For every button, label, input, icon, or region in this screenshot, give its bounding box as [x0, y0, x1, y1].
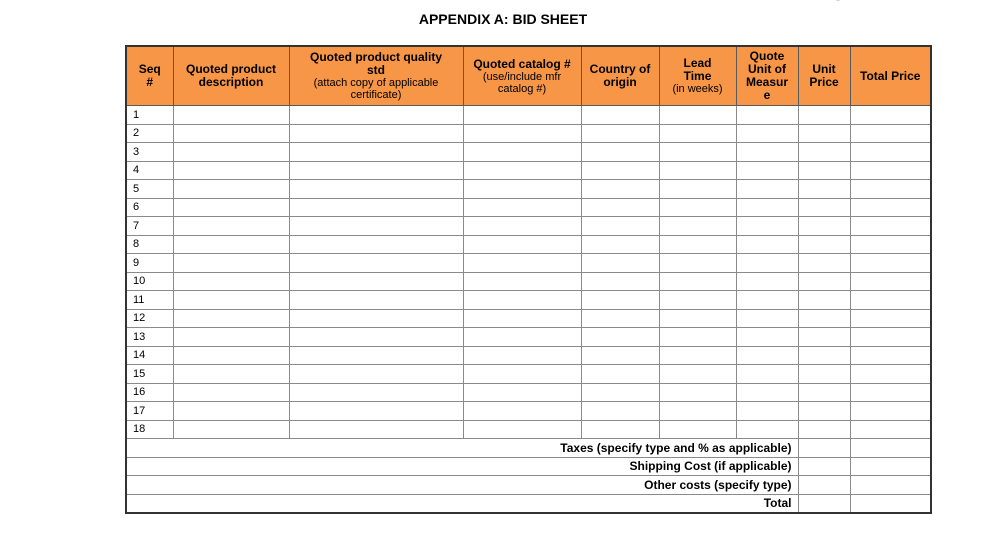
- cost-label: Shipping Cost (if applicable): [126, 457, 798, 476]
- page-title: APPENDIX A: BID SHEET: [418, 11, 588, 27]
- cost-row: [126, 476, 931, 495]
- header-text-line: (in weeks): [672, 83, 723, 95]
- cost-label: Taxes (specify type and % as applicable): [126, 439, 798, 458]
- entry-cell[interactable]: [659, 291, 736, 310]
- cost-unit-price-cell[interactable]: [798, 439, 850, 458]
- entry-cell[interactable]: [289, 365, 463, 384]
- entry-cell[interactable]: [736, 402, 798, 421]
- entry-cell[interactable]: [798, 420, 850, 439]
- table-row: [126, 124, 931, 143]
- entry-cell[interactable]: [798, 143, 850, 162]
- entry-cell[interactable]: [850, 346, 931, 365]
- entry-cell[interactable]: [850, 328, 931, 347]
- row-seq-number: 10: [126, 272, 173, 291]
- row-seq-number: 5: [126, 180, 173, 199]
- entry-cell[interactable]: [173, 365, 289, 384]
- decorative-mark: [818, 0, 858, 6]
- entry-cell[interactable]: [798, 402, 850, 421]
- table-row: [126, 235, 931, 254]
- entry-cell[interactable]: [798, 309, 850, 328]
- cost-label: Other costs (specify type): [126, 476, 798, 495]
- entry-cell[interactable]: [581, 309, 659, 328]
- cost-label: Total: [126, 494, 798, 513]
- header-text-line: Quoted product: [186, 62, 276, 76]
- entry-cell[interactable]: [581, 346, 659, 365]
- header-text-line: Quoted product quality: [310, 50, 442, 64]
- entry-cell[interactable]: [289, 217, 463, 236]
- entry-cell[interactable]: [289, 180, 463, 199]
- entry-cell[interactable]: [289, 309, 463, 328]
- entry-cell[interactable]: [463, 217, 581, 236]
- entry-cell[interactable]: [798, 346, 850, 365]
- entry-cell[interactable]: [736, 254, 798, 273]
- entry-cell[interactable]: [850, 198, 931, 217]
- table-row: [126, 180, 931, 199]
- table-row: [126, 420, 931, 439]
- col-header-unit-of-measure: [736, 46, 798, 106]
- entry-cell[interactable]: [173, 143, 289, 162]
- entry-cell[interactable]: [581, 235, 659, 254]
- entry-cell[interactable]: [659, 161, 736, 180]
- entry-cell[interactable]: [173, 346, 289, 365]
- header-text-line: Total Price: [860, 68, 921, 83]
- table-row: [126, 198, 931, 217]
- entry-cell[interactable]: [798, 106, 850, 125]
- entry-cell[interactable]: [463, 198, 581, 217]
- entry-cell[interactable]: [581, 124, 659, 143]
- entry-cell[interactable]: [659, 143, 736, 162]
- entry-cell[interactable]: [289, 254, 463, 273]
- table-row: [126, 383, 931, 402]
- header-text-line: std: [367, 63, 385, 77]
- entry-cell[interactable]: [173, 235, 289, 254]
- entry-cell[interactable]: [736, 328, 798, 347]
- entry-cell[interactable]: [850, 217, 931, 236]
- entry-cell[interactable]: [581, 143, 659, 162]
- table-row: [126, 365, 931, 384]
- row-seq-number: 4: [126, 161, 173, 180]
- cost-total-cell[interactable]: [850, 457, 931, 476]
- entry-cell[interactable]: [659, 402, 736, 421]
- entry-cell[interactable]: [736, 106, 798, 125]
- entry-cell[interactable]: [736, 291, 798, 310]
- entry-cell[interactable]: [173, 291, 289, 310]
- entry-cell[interactable]: [659, 254, 736, 273]
- row-seq-number: 11: [126, 291, 173, 310]
- entry-cell[interactable]: [463, 272, 581, 291]
- table-row: [126, 254, 931, 273]
- entry-cell[interactable]: [289, 161, 463, 180]
- entry-cell[interactable]: [581, 365, 659, 384]
- cost-unit-price-cell[interactable]: [798, 457, 850, 476]
- cost-total-cell[interactable]: [850, 476, 931, 495]
- entry-cell[interactable]: [659, 106, 736, 125]
- header-text-line: Unit of: [748, 62, 786, 76]
- header-text-line: Unit: [812, 62, 836, 76]
- entry-cell[interactable]: [173, 309, 289, 328]
- entry-cell[interactable]: [581, 383, 659, 402]
- entry-cell[interactable]: [659, 420, 736, 439]
- entry-cell[interactable]: [463, 291, 581, 310]
- entry-cell[interactable]: [289, 420, 463, 439]
- col-header-seq: [126, 46, 173, 106]
- entry-cell[interactable]: [798, 272, 850, 291]
- entry-cell[interactable]: [289, 383, 463, 402]
- entry-cell[interactable]: [798, 180, 850, 199]
- col-header-unit-price: [798, 46, 850, 106]
- header-text-line: Seq: [138, 62, 161, 76]
- entry-cell[interactable]: [289, 272, 463, 291]
- cost-total-cell[interactable]: [850, 494, 931, 513]
- entry-cell[interactable]: [581, 402, 659, 421]
- row-seq-number: 13: [126, 328, 173, 347]
- row-seq-number: 14: [126, 346, 173, 365]
- entry-cell[interactable]: [659, 365, 736, 384]
- row-seq-number: 6: [126, 198, 173, 217]
- row-seq-number: 9: [126, 254, 173, 273]
- entry-cell[interactable]: [659, 328, 736, 347]
- entry-cell[interactable]: [581, 420, 659, 439]
- table-row: [126, 272, 931, 291]
- header-text-line: catalog #): [497, 82, 547, 95]
- entry-cell[interactable]: [659, 383, 736, 402]
- entry-cell[interactable]: [289, 346, 463, 365]
- entry-cell[interactable]: [463, 106, 581, 125]
- entry-cell[interactable]: [173, 254, 289, 273]
- entry-cell[interactable]: [798, 254, 850, 273]
- entry-cell[interactable]: [581, 217, 659, 236]
- row-seq-number: 12: [126, 309, 173, 328]
- entry-cell[interactable]: [581, 254, 659, 273]
- entry-cell[interactable]: [463, 309, 581, 328]
- row-seq-number: 18: [126, 420, 173, 439]
- entry-cell[interactable]: [463, 346, 581, 365]
- entry-cell[interactable]: [659, 272, 736, 291]
- entry-cell[interactable]: [463, 383, 581, 402]
- col-header-catalog: [463, 46, 581, 106]
- entry-cell[interactable]: [173, 161, 289, 180]
- col-header-quality: [289, 46, 463, 106]
- entry-cell[interactable]: [463, 124, 581, 143]
- header-text-line: Quote: [749, 49, 785, 63]
- cost-row: [126, 439, 931, 458]
- row-seq-number: 3: [126, 143, 173, 162]
- table-row: [126, 291, 931, 310]
- entry-cell[interactable]: [850, 291, 931, 310]
- table-row: [126, 106, 931, 125]
- header-text-line: Price: [809, 75, 839, 89]
- entry-cell[interactable]: [736, 161, 798, 180]
- entry-cell[interactable]: [736, 235, 798, 254]
- entry-cell[interactable]: [173, 106, 289, 125]
- entry-cell[interactable]: [659, 309, 736, 328]
- entry-cell[interactable]: [581, 180, 659, 199]
- header-text-line: Lead: [683, 56, 712, 70]
- entry-cell[interactable]: [173, 180, 289, 199]
- entry-cell[interactable]: [173, 217, 289, 236]
- entry-cell[interactable]: [581, 272, 659, 291]
- row-seq-number: 8: [126, 235, 173, 254]
- bid-sheet-table: [125, 45, 932, 514]
- table-row: [126, 143, 931, 162]
- entry-cell[interactable]: [736, 198, 798, 217]
- entry-cell[interactable]: [173, 272, 289, 291]
- entry-cell[interactable]: [736, 365, 798, 384]
- table-row: [126, 161, 931, 180]
- row-seq-number: 1: [126, 106, 173, 125]
- col-header-total-price: [850, 46, 931, 106]
- entry-cell[interactable]: [289, 124, 463, 143]
- entry-cell[interactable]: [289, 198, 463, 217]
- entry-cell[interactable]: [798, 235, 850, 254]
- entry-cell[interactable]: [736, 180, 798, 199]
- table-row: [126, 217, 931, 236]
- col-header-lead-time: [659, 46, 736, 106]
- entry-cell[interactable]: [798, 383, 850, 402]
- cost-total-cell[interactable]: [850, 439, 931, 458]
- header-text-line: origin: [603, 75, 637, 89]
- entry-cell[interactable]: [850, 161, 931, 180]
- entry-cell[interactable]: [659, 217, 736, 236]
- col-header-country: [581, 46, 659, 106]
- cost-unit-price-cell[interactable]: [798, 476, 850, 495]
- entry-cell[interactable]: [798, 124, 850, 143]
- header-text-line: (attach copy of applicable: [313, 77, 439, 89]
- cost-row: [126, 457, 931, 476]
- entry-cell[interactable]: [850, 365, 931, 384]
- header-text-line: Time: [683, 69, 712, 83]
- entry-cell[interactable]: [463, 143, 581, 162]
- entry-cell[interactable]: [850, 309, 931, 328]
- entry-cell[interactable]: [659, 346, 736, 365]
- row-seq-number: 2: [126, 124, 173, 143]
- entry-cell[interactable]: [289, 402, 463, 421]
- entry-cell[interactable]: [463, 235, 581, 254]
- header-text-line: Quoted catalog #: [473, 56, 571, 71]
- table-row: [126, 402, 931, 421]
- entry-cell[interactable]: [850, 106, 931, 125]
- header-text-line: (use/include mfr: [482, 70, 562, 83]
- header-row: [126, 46, 931, 106]
- entry-cell[interactable]: [850, 383, 931, 402]
- header-text-line: #: [146, 75, 154, 89]
- entry-cell[interactable]: [736, 124, 798, 143]
- header-text-line: e: [763, 88, 771, 102]
- entry-cell[interactable]: [659, 198, 736, 217]
- entry-cell[interactable]: [173, 328, 289, 347]
- row-seq-number: 17: [126, 402, 173, 421]
- table-row: [126, 346, 931, 365]
- entry-cell[interactable]: [850, 143, 931, 162]
- entry-cell[interactable]: [581, 328, 659, 347]
- entry-cell[interactable]: [798, 291, 850, 310]
- row-seq-number: 7: [126, 217, 173, 236]
- entry-cell[interactable]: [173, 402, 289, 421]
- entry-cell[interactable]: [659, 235, 736, 254]
- entry-cell[interactable]: [463, 254, 581, 273]
- entry-cell[interactable]: [581, 198, 659, 217]
- row-seq-number: 16: [126, 383, 173, 402]
- entry-cell[interactable]: [463, 420, 581, 439]
- entry-cell[interactable]: [463, 161, 581, 180]
- header-text-line: description: [198, 75, 264, 89]
- entry-cell[interactable]: [463, 402, 581, 421]
- entry-cell[interactable]: [173, 124, 289, 143]
- entry-cell[interactable]: [798, 328, 850, 347]
- entry-cell[interactable]: [463, 180, 581, 199]
- entry-cell[interactable]: [850, 254, 931, 273]
- entry-cell[interactable]: [798, 365, 850, 384]
- entry-cell[interactable]: [798, 161, 850, 180]
- entry-cell[interactable]: [289, 106, 463, 125]
- entry-cell[interactable]: [173, 198, 289, 217]
- entry-cell[interactable]: [659, 124, 736, 143]
- entry-cell[interactable]: [173, 420, 289, 439]
- cost-unit-price-cell[interactable]: [798, 494, 850, 513]
- cost-row: [126, 494, 931, 513]
- entry-cell[interactable]: [581, 106, 659, 125]
- col-header-description: [173, 46, 289, 106]
- entry-cell[interactable]: [736, 346, 798, 365]
- entry-cell[interactable]: [736, 383, 798, 402]
- entry-cell[interactable]: [736, 217, 798, 236]
- entry-cell[interactable]: [850, 402, 931, 421]
- table-row: [126, 309, 931, 328]
- header-text-line: Measur: [745, 75, 789, 89]
- entry-cell[interactable]: [581, 161, 659, 180]
- entry-cell[interactable]: [173, 383, 289, 402]
- bid-table-body: [126, 106, 931, 514]
- entry-cell[interactable]: [463, 365, 581, 384]
- entry-cell[interactable]: [659, 180, 736, 199]
- entry-cell[interactable]: [736, 143, 798, 162]
- header-text-line: certificate): [350, 89, 402, 101]
- row-seq-number: 15: [126, 365, 173, 384]
- table-row: [126, 328, 931, 347]
- header-text-line: Country of: [589, 62, 651, 76]
- entry-cell[interactable]: [850, 420, 931, 439]
- entry-cell[interactable]: [463, 328, 581, 347]
- entry-cell[interactable]: [798, 198, 850, 217]
- entry-cell[interactable]: [581, 291, 659, 310]
- entry-cell[interactable]: [850, 124, 931, 143]
- entry-cell[interactable]: [289, 328, 463, 347]
- entry-cell[interactable]: [736, 420, 798, 439]
- entry-cell[interactable]: [289, 143, 463, 162]
- entry-cell[interactable]: [736, 272, 798, 291]
- entry-cell[interactable]: [798, 217, 850, 236]
- entry-cell[interactable]: [736, 309, 798, 328]
- entry-cell[interactable]: [850, 235, 931, 254]
- entry-cell[interactable]: [289, 235, 463, 254]
- entry-cell[interactable]: [850, 180, 931, 199]
- entry-cell[interactable]: [289, 291, 463, 310]
- entry-cell[interactable]: [850, 272, 931, 291]
